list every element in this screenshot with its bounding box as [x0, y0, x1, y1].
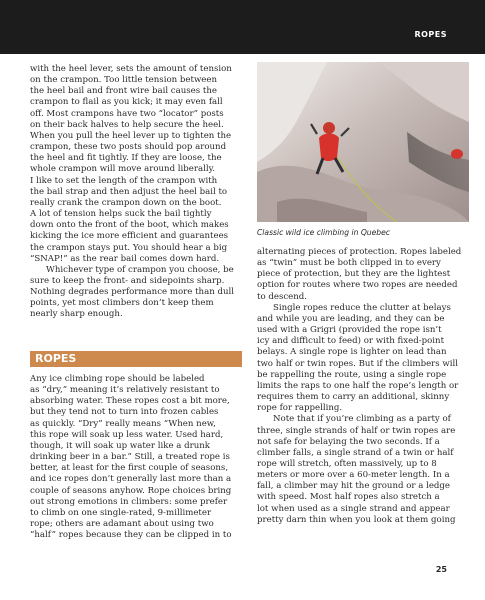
text-line: crampon to flail as you kick; it may even fall [30, 97, 223, 108]
ice-climbing-illustration [257, 62, 469, 222]
second-climber-helmet [451, 149, 463, 159]
text-line: climber falls, a single strand of a twin or half [257, 447, 454, 458]
text-line: the bail strap and then adjust the heel bail to [30, 186, 228, 197]
text-line: better, at least for the first couple of seasons, [30, 463, 229, 474]
paragraph [257, 414, 469, 526]
text-line: with the heel lever, sets the amount of tension [30, 64, 232, 74]
text-line: rope for rappelling. [257, 403, 343, 414]
left-column-bottom [30, 374, 242, 541]
text-line: and ice ropes don’t generally last more than a [30, 474, 232, 485]
text-line: meters or more over a 60-meter length. In a [257, 470, 450, 481]
text-line: When you pull the heel lever up to tighten the [30, 130, 232, 141]
page-number: 25 [435, 565, 447, 574]
text-line: whole crampon will move around liberally. [30, 164, 216, 175]
ice-climbing-photo [257, 62, 469, 222]
text-line: kicking the ice more efficient and guarantees [30, 231, 229, 242]
text-line: rope; others are adamant about using two [30, 519, 214, 530]
left-column-top [30, 64, 242, 321]
text-line: sure to keep the front- and sidepoints sharp. [30, 275, 225, 286]
text-line: rope will stretch, often massively, up to 8 [257, 458, 437, 469]
text-line: out strong emotions in climbers: some prefer [30, 496, 228, 507]
text-line: off. Most crampons have two “locator” posts [30, 108, 224, 119]
text-line: be rappelling the route, using a single rope [257, 369, 447, 380]
text-line: two half or twin ropes. But if the climbers will [257, 358, 459, 369]
text-line: piece of protection, but they are the lightest [257, 269, 451, 280]
text-line: points, yet most climbers don’t keep them [30, 298, 214, 309]
text-line: A lot of tension helps suck the bail tightly [30, 209, 212, 220]
paragraph [30, 64, 242, 265]
text-line: nearly sharp enough. [30, 309, 123, 320]
text-line: the heel and fit tightly. If they are loose, the [30, 153, 222, 164]
text-line: down onto the front of the boot, which makes [30, 220, 229, 231]
text-line: fall, a climber may hit the ground or a ledge [257, 481, 451, 492]
text-line: limits the raps to one half the rope’s length or [257, 380, 459, 391]
text-line: on their back halves to help secure the heel. [30, 119, 224, 130]
paragraph [257, 303, 469, 415]
section-heading-ropes: ROPES [30, 351, 242, 367]
text-line: absorbing water. These ropes cost a bit more, [30, 396, 230, 407]
text-line: “half” ropes because they can be clipped in to [30, 530, 232, 541]
text-line: but they tend not to turn into frozen cables [30, 407, 219, 418]
text-line: Note that if you’re climbing as a party of [273, 414, 451, 425]
text-line: icy and difficult to feed) or with fixed-point [257, 336, 445, 347]
text-line: the crampon stays put. You should hear a big [30, 242, 228, 253]
text-line: Any ice climbing rope should be labeled [30, 374, 205, 384]
running-header-bar [0, 0, 485, 54]
text-line: to descend. [257, 291, 308, 302]
paragraph [30, 265, 242, 321]
text-line: Nothing degrades performance more than dull [30, 287, 235, 298]
text-line: crampon, these two posts should pop around [30, 142, 227, 153]
text-line: though, it will soak up water like a drunk [30, 440, 210, 451]
text-line: I like to set the length of the crampon with [30, 175, 218, 186]
text-line: on the crampon. Too little tension between [30, 75, 218, 86]
text-line: as “dry,” meaning it’s relatively resistant to [30, 385, 220, 396]
text-line: as quickly. “Dry” really means “When new, [30, 418, 216, 429]
text-line: the heel bail and front wire bail causes the [30, 86, 217, 97]
text-line: “SNAP!” as the rear bail comes down hard. [30, 253, 220, 264]
text-line: requires them to carry an additional, skinny [257, 392, 450, 403]
text-line: used with a Grigri (provided the rope isn’t [257, 325, 442, 336]
text-line: pretty darn thin when you look at them going [257, 514, 456, 525]
text-line: three, single strands of half or twin ropes are [257, 425, 456, 436]
text-line: this rope will soak up less water. Used hard, [30, 429, 224, 440]
text-line: alternating pieces of protection. Ropes labeled [257, 247, 462, 257]
text-line: Single ropes reduce the clutter at belays [273, 302, 451, 313]
text-line: drinking beer in a bar.” Still, a treated rope is [30, 452, 230, 463]
right-column [257, 247, 469, 526]
text-line: really crank the crampon down on the boot. [30, 197, 222, 208]
paragraph [30, 374, 242, 541]
paragraph [257, 247, 469, 303]
text-line: and while you are leading, and they can be [257, 313, 445, 324]
text-line: Whichever type of crampon you choose, be [46, 264, 234, 275]
text-line: as “twin” must be both clipped in to every [257, 258, 441, 269]
text-line: option for routes where two ropes are needed [257, 280, 458, 291]
text-line: couple of seasons anyhow. Rope choices bring [30, 485, 232, 496]
text-line: belays. A single rope is lighter on lead than [257, 347, 447, 358]
text-line: lot when used as a single strand and appear [257, 503, 450, 514]
text-line: not safe for belaying the two seconds. If a [257, 436, 440, 447]
photo-caption: Classic wild ice climbing in Quebec [257, 228, 390, 237]
text-line: with speed. Most half ropes also stretch a [257, 492, 440, 503]
text-line: to climb on one single-rated, 9-millimeter [30, 507, 212, 518]
running-header-label: ROPES [414, 30, 447, 39]
